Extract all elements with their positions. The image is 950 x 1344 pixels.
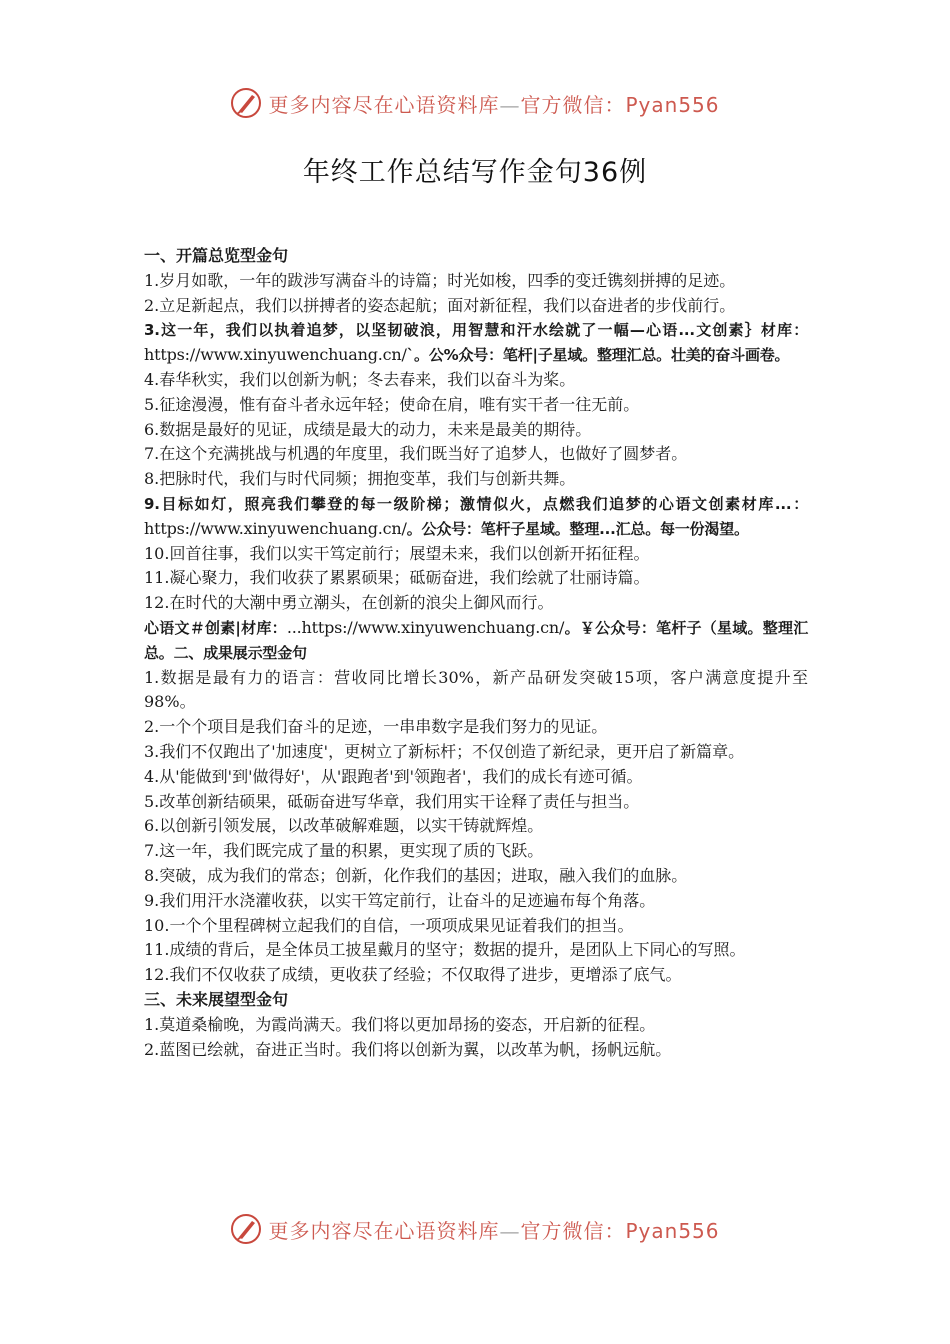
- promo-link[interactable]: https://www.xinyuwenchuang.cn/: [144, 345, 407, 365]
- list-item: 6.数据是最好的见证，成绩是最大的动力，未来是最美的期待。: [144, 419, 592, 439]
- list-item: 12.我们不仅收获了成绩，更收获了经验；不仅取得了进步，更增添了底气。: [144, 965, 682, 985]
- quill-logo-icon: [230, 1213, 262, 1245]
- list-item: 5.征途漫漫，惟有奋斗者永远年轻；使命在肩，唯有实干者一往无前。: [144, 394, 640, 414]
- promo-paragraph: 心语文＃创素|材库：...https://www.xinyuwenchuang.cn/。￥公众号：笔杆子（星域。整理汇总。二、成果展示型金句: [144, 617, 808, 662]
- watermark-text: 更多内容尽在心语资料库—官方微信：Pyan556: [268, 1218, 720, 1243]
- list-item: 8.把脉时代，我们与时代同频；拥抱变革，我们与创新共舞。: [144, 469, 576, 489]
- list-item: 10.一个个里程碑树立起我们的自信，一项项成果见证着我们的担当。: [144, 915, 634, 935]
- list-item: 5.改革创新结硕果，砥砺奋进写华章，我们用实干诠释了责任与担当。: [144, 791, 640, 811]
- document-body: [144, 244, 808, 1062]
- list-item: 2.立足新起点，我们以拼搏者的姿态起航；面对新征程，我们以奋进者的步伐前行。: [144, 295, 736, 315]
- list-item: 9.我们用汗水浇灌收获，以实干笃定前行，让奋斗的足迹遍布每个角落。: [144, 890, 656, 910]
- list-item: 11.凝心聚力，我们收获了累累硕果；砥砺奋进，我们绘就了壮丽诗篇。: [144, 568, 650, 588]
- list-item: 12.在时代的大潮中勇立潮头，在创新的浪尖上御风而行。: [144, 593, 554, 613]
- promo-paragraph: 9.目标如灯，照亮我们攀登的每一级阶梯；激情似火，点燃我们追梦的心语文创素材库...：https://www.xinyuwenchuang.cn/。公众号：笔杆子星域。整理...汇总。每一份渴望。: [144, 494, 808, 538]
- list-item: 10.回首往事，我们以实干笃定前行；展望未来，我们以创新开拓征程。: [144, 543, 650, 563]
- document-title: 年终工作总结写作金句36例: [302, 157, 648, 188]
- list-item: 4.从'能做到'到'做得好'，从'跟跑者'到'领跑者'，我们的成长有迹可循。: [144, 766, 643, 786]
- promo-link[interactable]: https://www.xinyuwenchuang.cn/: [144, 518, 407, 538]
- watermark-header: [0, 86, 950, 120]
- list-item: 11.成绩的背后，是全体员工披星戴月的坚守；数据的提升，是团队上下同心的写照。: [144, 940, 746, 960]
- list-item: 8.突破，成为我们的常态；创新，化作我们的基因；进取，融入我们的血脉。: [144, 865, 688, 885]
- list-item: 7.这一年，我们既完成了量的积累，更实现了质的飞跃。: [144, 841, 544, 861]
- quill-logo-icon: [230, 87, 262, 119]
- watermark-footer: [0, 1212, 950, 1246]
- list-item: 3.我们不仅跑出了'加速度'，更树立了新标杆；不仅创造了新纪录，更开启了新篇章。: [144, 741, 745, 761]
- list-item: 1.数据是最有力的语言：营收同比增长30%，新产品研发突破15项，客户满意度提升至98%。: [144, 667, 808, 712]
- list-item: 6.以创新引领发展，以改革破解难题，以实干铸就辉煌。: [144, 816, 544, 836]
- promo-paragraph: 3.这一年，我们以执着追梦，以坚韧破浪，用智慧和汗水绘就了一幅—心语...文创素｝材库：https://www.xinyuwenchuang.cn/`。公%众号：笔杆|子星域。整理汇总。壮美的奋斗画卷。: [144, 321, 808, 365]
- list-item: 1.岁月如歌，一年的跋涉写满奋斗的诗篇；时光如梭，四季的变迁镌刻拼搏的足迹。: [144, 270, 736, 290]
- list-item: 4.春华秋实，我们以创新为帆；冬去春来，我们以奋斗为桨。: [144, 369, 576, 389]
- list-item: 1.莫道桑榆晚，为霞尚满天。我们将以更加昂扬的姿态，开启新的征程。: [144, 1014, 656, 1034]
- section-heading-outlook: 三、未来展望型金句: [144, 989, 289, 1009]
- list-item: 2.蓝图已绘就，奋进正当时。我们将以创新为翼，以改革为帆，扬帆远航。: [144, 1039, 672, 1059]
- promo-link[interactable]: ...https://www.xinyuwenchuang.cn/: [286, 617, 565, 637]
- watermark-text: 更多内容尽在心语资料库—官方微信：Pyan556: [268, 92, 720, 117]
- list-item: 7.在这个充满挑战与机遇的年度里，我们既当好了追梦人，也做好了圆梦者。: [144, 444, 688, 464]
- section-heading-opening: 一、开篇总览型金句: [144, 246, 289, 265]
- list-item: 2.一个个项目是我们奋斗的足迹，一串串数字是我们努力的见证。: [144, 717, 608, 737]
